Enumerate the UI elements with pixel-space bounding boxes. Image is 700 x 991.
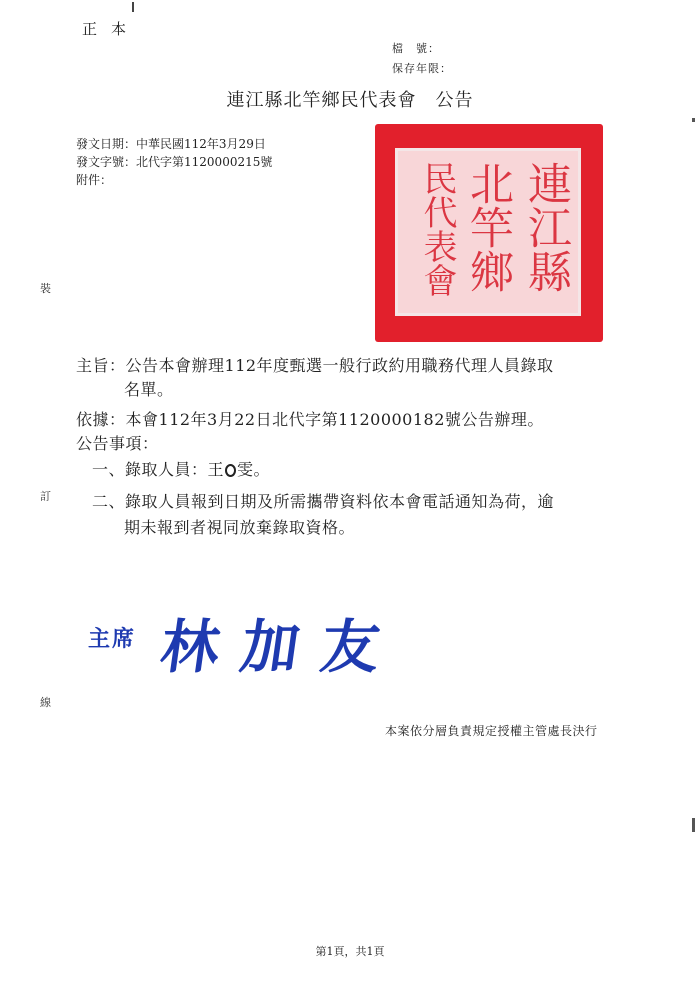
retention-row: [392, 60, 456, 76]
attachment-row: [76, 171, 112, 188]
binding-mark-xian: 線: [40, 696, 51, 709]
corner-tick: [132, 2, 134, 12]
item-2-line1: 錄取人員報到日期及所需攜帶資料依本會電話通知為荷，逾: [125, 492, 555, 511]
announcement-item-1: [92, 458, 270, 482]
scan-speck: [692, 118, 695, 122]
subject-label: 主旨：: [76, 356, 126, 375]
announcement-items-label: 公告事項：: [76, 434, 159, 453]
item-2-line2: 期未報到者視同放棄錄取資格。: [124, 518, 356, 537]
redaction-circle-icon: [225, 464, 236, 477]
signature-role: 主席: [88, 627, 137, 652]
retention-label: 保存年限：: [392, 62, 452, 75]
subject-text-line1: 公告本會辦理112年度甄選一般行政約用職務代理人員錄取: [125, 356, 554, 375]
subject-text-line2: 名單。: [124, 380, 174, 399]
document-number-label: 發文字號：: [76, 155, 137, 169]
document-title: 連江縣北竿鄉民代表會 公告: [226, 90, 474, 111]
basis-label: 依據：: [76, 410, 126, 429]
seal-column-2: 北竿鄉: [462, 161, 513, 293]
item-1-number: 一、: [92, 460, 126, 479]
signature-name: 林加友: [156, 613, 407, 681]
item-1-prefix: 錄取人員：王: [125, 460, 225, 479]
binding-mark-ding: 訂: [40, 490, 51, 503]
page-footer: 第1頁，共1頁: [315, 945, 385, 958]
official-seal: [375, 124, 603, 342]
file-number-row: [392, 40, 456, 56]
seal-column-1: 連江縣: [520, 161, 571, 293]
binding-mark-zhuang: 裝: [40, 282, 51, 295]
issue-date-value: 中華民國112年3月29日: [136, 137, 266, 151]
item-1-suffix: 雯。: [237, 460, 271, 479]
issue-date-row: [76, 135, 266, 152]
subject-row: [76, 354, 554, 378]
seal-column-3: 民代表會: [417, 161, 457, 297]
seal-inner-field: [395, 148, 581, 316]
announcement-item-2: [92, 490, 554, 514]
scan-speck: [692, 818, 695, 832]
authorization-note: 本案依分層負責規定授權主管處長決行: [385, 724, 598, 738]
basis-row: [76, 408, 544, 432]
document-number-value: 北代字第1120000215號: [136, 155, 273, 169]
item-2-number: 二、: [92, 492, 126, 511]
issue-date-label: 發文日期：: [76, 137, 137, 151]
copy-mark: 正本: [82, 20, 141, 38]
file-number-label: 檔 號：: [392, 42, 440, 55]
document-number-row: [76, 153, 272, 170]
attachment-label: 附件：: [76, 173, 113, 187]
basis-text: 本會112年3月22日北代字第1120000182號公告辦理。: [125, 410, 544, 429]
